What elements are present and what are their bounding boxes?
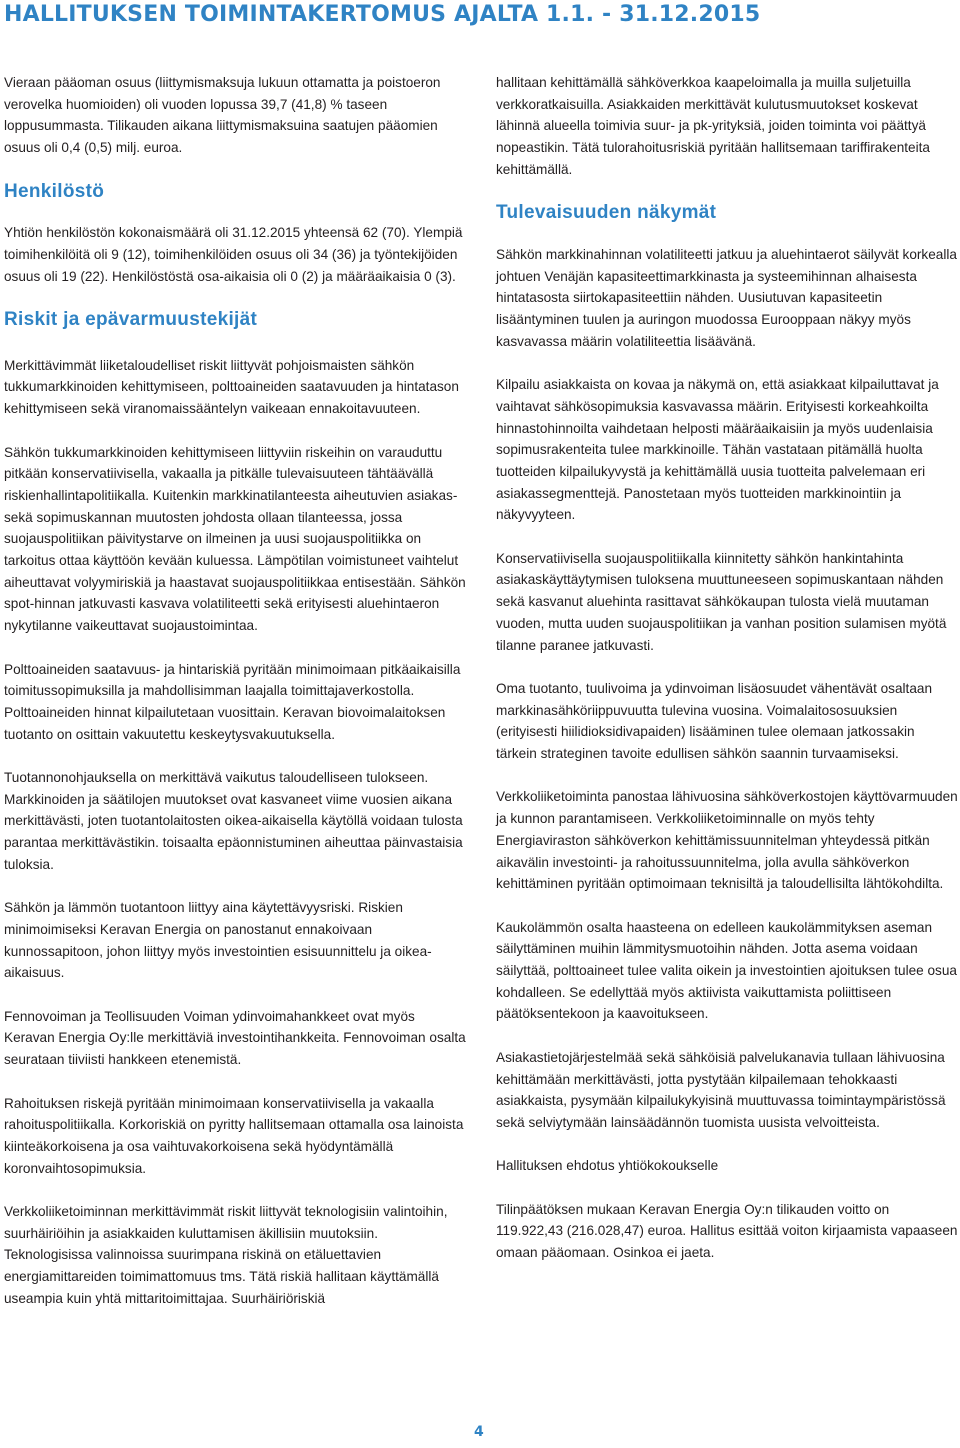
paragraph-own-production: Oma tuotanto, tuulivoima ja ydinvoiman lisäosuudet vähentävät osaltaan markkinasähköriippuvuutta tulevina vuosina. Voimalaitososuuksien (erityisesti hiilidioksidivapaiden) lisääminen tulee olemaan jatkossakin tärkein strateginen tavoite edullisen sähkön saannin turvaamiseksi. (496, 680, 933, 762)
heading-personnel: Henkilöstö (4, 180, 105, 202)
heading-outlook: Tulevaisuuden näkymät (496, 202, 717, 224)
paragraph-production-control: Tuotannonohjauksella on merkittävä vaikutus taloudelliseen tulokseen. Markkinoiden ja säätilojen muutokset ovat kasvaneet viime vuosien aikana merkittävästi, joten tuotantolaitosten oikea-aikaisella käytöllä voidaan tulosta parantaa merkittävästikin. toisaalta epäonnistuminen aiheuttaa päinvastaisia tuloksia. (4, 770, 463, 872)
paragraph-wholesale-risk: Sähkön tukkumarkkinoiden kehittymiseen liittyviin riskeihin on varauduttu pitkään konservatiivisella, vakaalla ja pitkälle tulevaisuuteen tähtäävällä riskienhallintapolitiikalla. Kuitenkin markkinatilanteesta aiheutuvien asiakas- sekä sopimuskannan muutosten johdosta ollaan tilanteessa, jossa suojauspolitiikan päivitystarve on ilmeinen ja uusi suojauspolitiikka on tarkoitus ottaa käyttöön kevään kuluessa. Lämpötilan voimistuneet vaihtelut aiheuttavat volyymiriskiä ja haastavat suojauspolitiikkaa entisestään. Sähkön spot-hinnan jatkuvasti kasvava volatiliteetti sekä erityisesti aluehintaeron nykytilanne vaikeuttavat suojaustoimintaa. (4, 444, 466, 634)
paragraph-fuel-risk: Polttoaineiden saatavuus- ja hintariskiä pyritään minimoimaan pitkäaikaisilla toimitussopimuksilla ja mahdollisimman laajalla toimittajaverkostolla. Polttoaineiden hinnat kilpailutetaan vuosittain. Keravan biovoimalaitoksen tuotanto on osittain vakuutettu keskeytysvakuutuksella. (4, 661, 461, 742)
paragraph-network-risk-cont: hallitaan kehittämällä sähköverkkoa kaapeloimalla ja muilla suljetuilla verkkoratkaisuilla. Asiakkaiden merkittävät kulutusmuutokset koskevat lähinnä alueella toimivia suur- ja pk-yrityksiä, joiden toiminta voi päättyä nopeastikin. Tätä tulorahoitusriskiä pyritään hallitsemaan tariffirakenteita kehittämällä. (496, 75, 930, 177)
paragraph-board-proposal: Tilinpäätöksen mukaan Keravan Energia Oy:n tilikauden voitto on 119.922,43 (216.028,47) euroa. Hallitus esittää voiton kirjaamista vapaaseen omaan pääomaan. Osinkoa ei jaeta. (496, 1201, 958, 1261)
page-title: HALLITUKSEN TOIMINTAKERTOMUS AJALTA 1.1. - 31.12.2015 (4, 2, 761, 27)
paragraph-competition: Kilpailu asiakkaista on kovaa ja näkymä on, että asiakkaat kilpailuttavat ja vaihtavat sähkösopimuksia kasvavassa määrin. Erityisesti korkeahkoilta hinnastohinnoilta vaihdetaan helposti määräaikaisiin ja myös uudenlaisia sopimusrakenteita tulee markkinoille. Tähän vastataan pitämällä huolta tuotteiden kilpailukyvystä ja kehittämällä uusia tuotteita palvelemaan eri asiakassegmenttejä. Panostetaan myös tuotteiden markkinointiin ja näkyvyyteen. (496, 377, 939, 523)
paragraph-nuclear-projects: Fennovoiman ja Teollisuuden Voiman ydinvoimahankkeet ovat myös Keravan Energia Oy:lle merkittäviä investointihankkeita. Fennovoiman osalta seurataan tiiviisti hankkeen etenemistä. (4, 1008, 466, 1068)
paragraph-district-heating: Kaukolämmön osalta haasteena on edelleen kaukolämmityksen aseman säilyttäminen muihin lämmitysmuotoihin nähden. Jotta asema voidaan säilyttää, polttoaineet tulee valita oikein ja investointien ajoituksen tulee osua kohdalleen. Se edellyttää myös aktiivista vaikuttamista poliittiseen päätöksentekoon ja kaavoitukseen. (496, 919, 957, 1022)
page-number: 4 (474, 1424, 484, 1440)
paragraph-hedging: Konservatiivisella suojauspolitiikalla kiinnitetty sähkön hankintahinta asiakaskäyttäytymisen tuloksena muuttuneeseen sopimuskantaan nähden sekä kasvanut aluehinta rasittavat sähkökaupan tulosta vielä muutaman vuoden, mutta uuden suojauspolitiikan ja vanhan position sulamisen myötä tilanne paranee jatkuvasti. (496, 550, 947, 653)
paragraph-risks-main: Merkittävimmät liiketaloudelliset riskit liittyvät pohjoismaisten sähkön tukkumarkkinoiden kehittymiseen, polttoaineiden saatavuuden ja hintatason kehittymiseen sekä viranomaissääntelyn vaikeaan ennakoitavuuteen. (4, 357, 459, 417)
right-column (496, 72, 958, 1286)
paragraph-personnel: Yhtiön henkilöstön kokonaismäärä oli 31.12.2015 yhteensä 62 (70). Ylempiä toimihenkilöitä oli 9 (12), toimihenkilöiden osuus oli 34 (36) ja työntekijöiden osuus oli 19 (22). Henkilöstöstä osa-aikaisia oli 0 (2) ja määräaikaisia 0 (3). (4, 225, 463, 284)
paragraph-equity-share: Vieraan pääoman osuus (liittymismaksuja lukuun ottamatta ja poistoeron verovelka huomioiden) oli vuoden lopussa 39,7 (41,8) % taseen loppusummasta. Tilikauden aikana liittymismaksuina saatujen pääomien osuus oli 0,4 (0,5) milj. euroa. (4, 75, 441, 156)
paragraph-board-proposal-heading: Hallituksen ehdotus yhtiökokoukselle (496, 1158, 719, 1174)
paragraph-price-volatility: Sähkön markkinahinnan volatiliteetti jatkuu ja aluehintaerot säilyvät korkealla johtuen Venäjän kapasiteettimarkkinasta ja systeemihinnan alhaisesta hintatasosta siirtokapasiteettiin nähden. Uusiutuvan kapasiteetin lisääntyminen tuulen ja auringon muodossa Eurooppaan näkyy myös kasvavassa määrin volatiliteettia lisäävänä. (496, 246, 957, 349)
heading-risks: Riskit ja epävarmuustekijät (4, 309, 258, 330)
paragraph-availability-risk: Sähkön ja lämmön tuotantoon liittyy aina käytettävyysriski. Riskien minimoimiseksi Keravan Energia on panostanut ennakoivaan kunnossapitoon, johon liittyy myös investointien esisuunnittelu ja oikea-aikaisuus. (4, 900, 432, 981)
paragraph-network-business: Verkkoliiketoiminta panostaa lähivuosina sähköverkostojen käyttövarmuuden ja kunnon parantamiseen. Verkkoliiketoiminnalle on myös tehty Energiaviraston sähköverkon kehittämissuunnitelman yhteydessä pitkän aikavälin investointi- ja rahoitussuunnitelma, jolla avulla sähköverkon kehittäminen pyritään optimoimaan teknisiltä ja taloudellisilta lähtökohdilta. (496, 789, 958, 892)
left-column (4, 72, 466, 1331)
paragraph-network-risk: Verkkoliiketoiminnan merkittävimmät riskit liittyvät teknologisiin valintoihin, suurhäiriöihin ja asiakkaiden kuluttamisen äkillisiin muutoksiin. Teknologisissa valinnoissa suurimpana riskinä on etäluettavien energiamittareiden toimimattomuus tms. Tätä riskiä hallitaan käyttämällä useampia kuin yhtä mittaritoimittajaa. Suurhäiriöriskiä (4, 1204, 448, 1306)
paragraph-financing-risk: Rahoituksen riskejä pyritään minimoimaan konservatiivisella ja vakaalla rahoituspolitiikalla. Korkoriskiä on pyritty hallitsemaan ottamalla osa lainoista kiinteäkorkoisena ja osa vaihtuvakorkoisena sekä hyödyntämällä koronvaihtosopimuksia. (4, 1095, 464, 1176)
paragraph-customer-systems: Asiakastietojärjestelmää sekä sähköisiä palvelukanavia tullaan lähivuosina kehittämään merkittävästi, jotta pystytään kilpailemaan tehokkaasti asiakkaista, pysymään kilpailukykyisinä muuttuvassa toimintaympäristössä sekä selviytymään lainsäädännön tuomista uusista velvoitteista. (496, 1049, 946, 1130)
